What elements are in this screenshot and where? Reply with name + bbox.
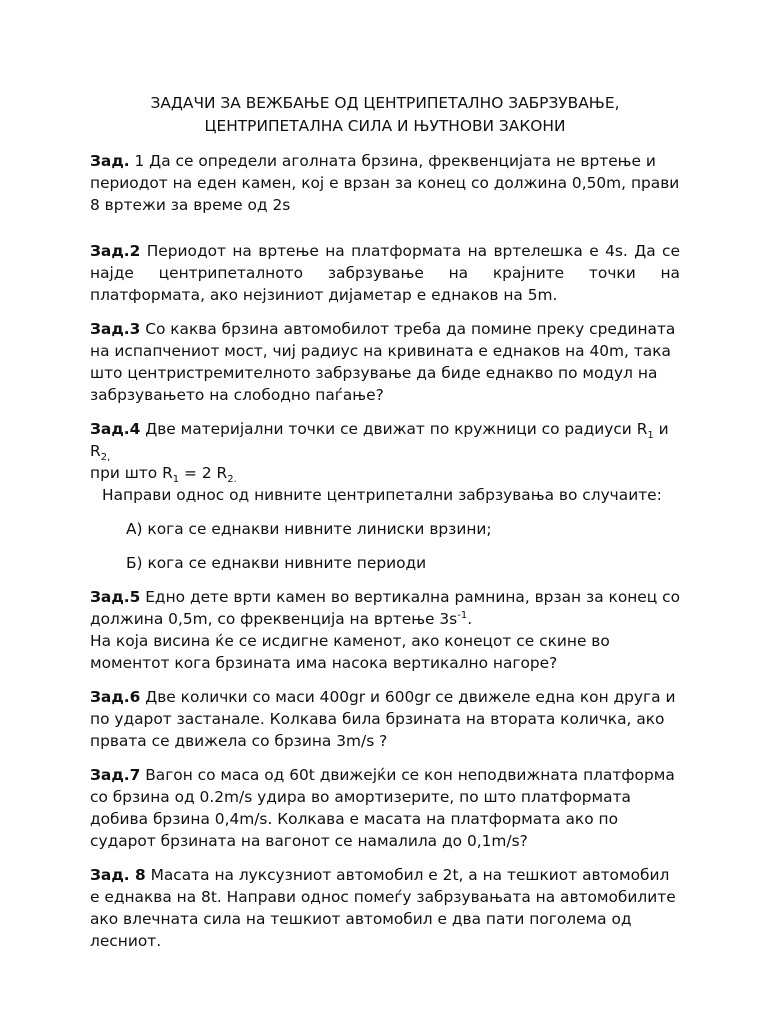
task-4-text-a: Две материјални точки се движат по кружници со радиуси R: [140, 420, 648, 438]
task-7-label: Зад.7: [90, 766, 141, 784]
task-5-label: Зад.5: [90, 588, 141, 606]
task-3: [90, 318, 680, 406]
task-4-label: Зад.4: [90, 420, 141, 438]
task-4-text-b: и R: [90, 420, 669, 460]
task-1-text: 1 Да се определи аголната брзина, фреквенцијата не вртење и периодот на еден камен, кој е врзан за конец со должина 0,50m, прави 8 вртежи за време од 2s: [90, 152, 680, 214]
task-4-text-d: = 2 R: [179, 464, 228, 482]
task-8-label: Зад. 8: [90, 866, 146, 884]
task-6-label: Зад.6: [90, 688, 141, 706]
task-8: [90, 864, 680, 952]
task-2-text: Периодот на вртење на платформата на вртелешка е 4s. Да се најде центрипеталното забрзување на крајните точки на платформата, ако нејзиниот дијаметар е еднаков на 5m.: [90, 242, 680, 304]
task-4-sub-3: 1: [172, 474, 180, 486]
task-4: [90, 418, 680, 484]
task-5-text-b: .: [467, 610, 473, 628]
task-3-text: Со каква брзина автомобилот треба да помине преку средината на испапчениот мост, чиј радиус на кривината е еднаков на 40m, така што центристремителното забрзување да биде еднакво по модул на забрзувањето на слободно паѓање?: [90, 320, 676, 404]
task-1-label: Зад.: [90, 152, 130, 170]
task-3-label: Зад.3: [90, 320, 141, 338]
task-7: [90, 764, 680, 852]
task-1: [90, 150, 680, 216]
task-4-option-b: Б) кога се еднакви нивните периоди: [126, 554, 427, 572]
task-4-line-2: Направи однос од нивните центрипетални забрзувања во случаите:: [102, 486, 662, 504]
task-2: [90, 240, 680, 306]
page-title: [90, 92, 680, 138]
task-6-text: Две колички со маси 400gr и 600gr се движеле една кон друга и по ударот застанале. Колкава била брзината на втората количка, ако првата се движела со брзина 3m/s ?: [90, 688, 676, 750]
task-5-line-2: На која висина ќе се исдигне каменот, ако конецот се скине во моментот кога брзината има насока вертикално нагоре?: [90, 632, 610, 672]
task-5: [90, 586, 680, 674]
task-4-text-c: при што R: [90, 464, 173, 482]
task-5-sup: -1: [457, 609, 468, 621]
task-4-sub-2: 2,: [100, 452, 111, 464]
task-4-sub-1: 1: [647, 430, 654, 442]
title-line-1: ЗАДАЧИ ЗА ВЕЖБАЊЕ ОД ЦЕНТРИПЕТАЛНО ЗАБРЗУВАЊЕ,: [150, 94, 620, 112]
title-line-2: ЦЕНТРИПЕТАЛНА СИЛА И ЊУТНОВИ ЗАКОНИ: [204, 117, 566, 135]
task-4-sub-4: 2.: [227, 474, 237, 486]
task-8-text: Масата на луксузниот автомобил е 2t, а на тешкиот автомобил е еднаква на 8t. Направи однос помеѓу забрзувањата на автомобилите ако влечната сила на тешкиот автомобил е два пати поголема од лесниот.: [90, 866, 676, 950]
task-4-option-a: А) кога се еднакви нивните линиски врзини;: [126, 520, 492, 538]
task-5-text-a: Едно дете врти камен во вертикална рамнина, врзан за конец со должина 0,5m, со фреквенција на вртење 3s: [90, 588, 681, 628]
task-7-text: Вагон со маса од 60t движејќи се кон неподвижната платформа со брзина од 0.2m/s удира во амортизерите, по што платформата добива брзина 0,4m/s. Колкава е масата на платформата ако по сударот брзината на вагонот се намалила до 0,1m/s?: [90, 766, 675, 850]
task-2-label: Зад.2: [90, 242, 141, 260]
task-6: [90, 686, 680, 752]
